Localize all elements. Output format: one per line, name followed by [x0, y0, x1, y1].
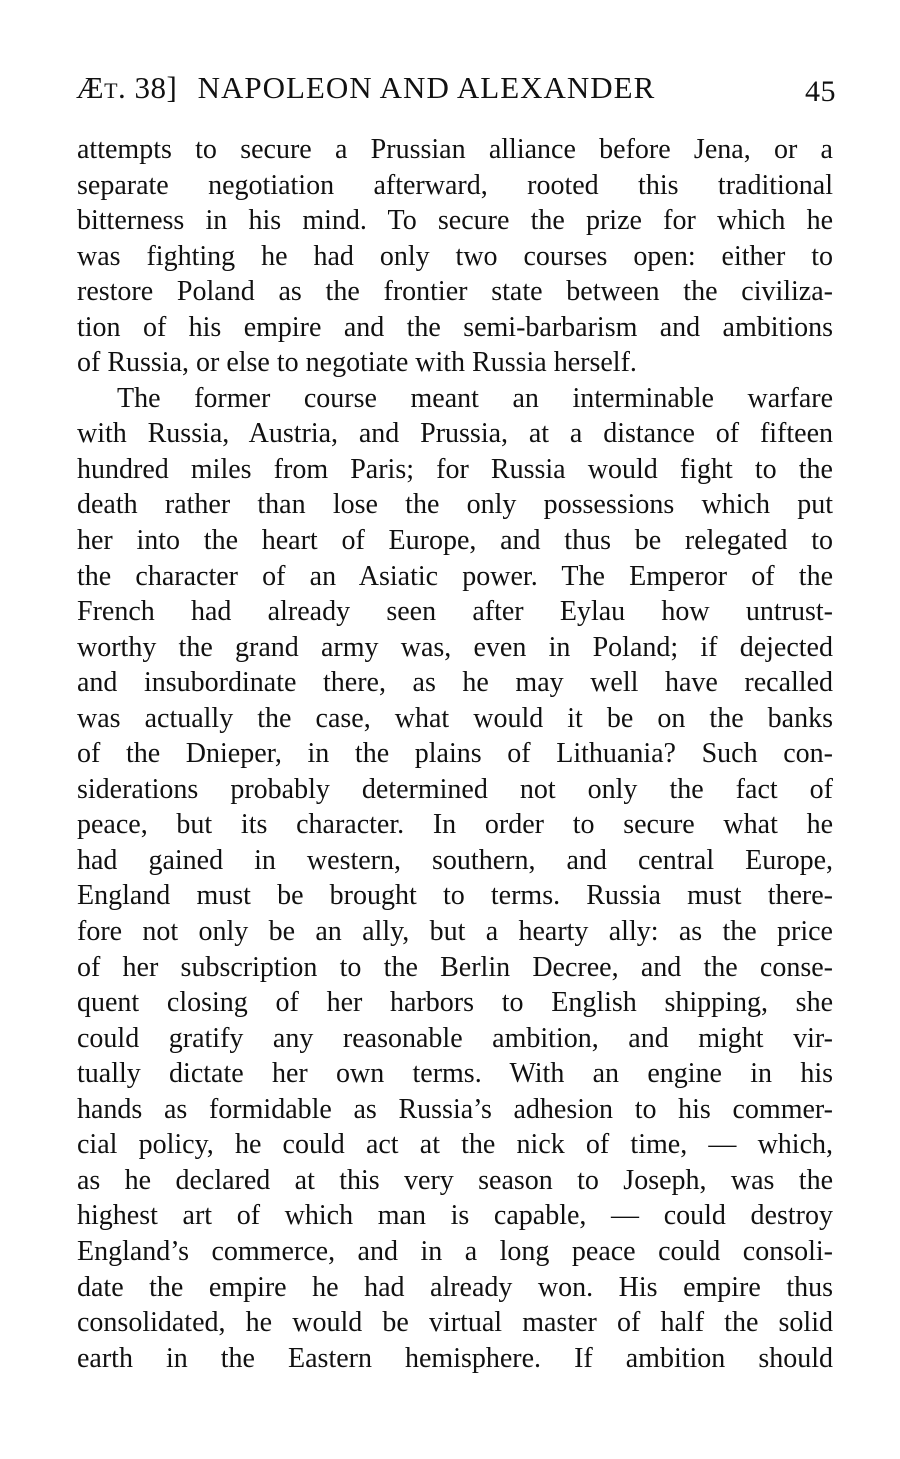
text-line: had gained in western, southern, and central Europe,: [77, 844, 833, 876]
text-line: consolidated, he would be virtual master of half the solid: [77, 1307, 833, 1339]
text-line: could gratify any reasonable ambition, and might vir-: [77, 1022, 833, 1054]
page-number: 45: [805, 75, 836, 108]
text-line: fore not only be an ally, but a hearty ally: as the price: [77, 916, 833, 948]
text-line: hundred miles from Paris; for Russia would fight to the: [77, 453, 833, 485]
text-line: England must be brought to terms. Russia must there-: [77, 880, 833, 912]
text-line: separate negotiation afterward, rooted this traditional: [77, 169, 833, 201]
text-line: death rather than lose the only possessions which put: [77, 489, 833, 521]
running-head: [76, 66, 836, 110]
text-line: hands as formidable as Russia’s adhesion to his commer-: [77, 1093, 833, 1125]
paragraph-start-line: The former course meant an interminable warfare: [117, 382, 833, 414]
text-line: peace, but its character. In order to secure what he: [77, 809, 833, 841]
text-line: her into the heart of Europe, and thus be relegated to: [77, 525, 833, 557]
text-line: cial policy, he could act at the nick of time, — which,: [77, 1129, 833, 1161]
chapter-title: NAPOLEON AND ALEXANDER: [197, 70, 656, 105]
text-line: earth in the Eastern hemisphere. If ambition should: [77, 1342, 833, 1374]
text-line: siderations probably determined not only the fact of: [77, 773, 833, 805]
text-line: with Russia, Austria, and Prussia, at a distance of fifteen: [77, 418, 833, 450]
text-line: of her subscription to the Berlin Decree, and the conse-: [77, 951, 833, 983]
text-line: French had already seen after Eylau how untrust-: [77, 596, 833, 628]
text-line: attempts to secure a Prussian alliance before Jena, or a: [77, 134, 833, 165]
text-line: highest art of which man is capable, — could destroy: [77, 1200, 833, 1232]
text-line: tion of his empire and the semi-barbarism and ambitions: [77, 311, 833, 343]
text-line: quent closing of her harbors to English shipping, she: [77, 987, 833, 1019]
text-line: bitterness in his mind. To secure the prize for which he: [77, 205, 833, 237]
paragraph-end-line: of Russia, or else to negotiate with Russia herself.: [77, 347, 637, 379]
text-line: and insubordinate there, as he may well have recalled: [77, 667, 833, 699]
text-line: was actually the case, what would it be on the banks: [77, 702, 833, 734]
text-line: worthy the grand army was, even in Poland; if dejected: [77, 631, 833, 663]
body-text: [77, 132, 833, 1376]
text-line: was fighting he had only two courses open: either to: [77, 240, 833, 272]
text-line: the character of an Asiatic power. The Emperor of the: [77, 560, 833, 592]
text-line: tually dictate her own terms. With an engine in his: [77, 1058, 833, 1090]
text-line: England’s commerce, and in a long peace could consoli-: [77, 1235, 833, 1267]
age-marker: Æt. 38]: [76, 70, 178, 105]
text-line: of the Dnieper, in the plains of Lithuania? Such con-: [77, 738, 833, 770]
text-line: as he declared at this very season to Joseph, was the: [77, 1164, 833, 1196]
text-line: date the empire he had already won. His empire thus: [77, 1271, 833, 1303]
text-line: restore Poland as the frontier state between the civiliza-: [77, 276, 833, 308]
